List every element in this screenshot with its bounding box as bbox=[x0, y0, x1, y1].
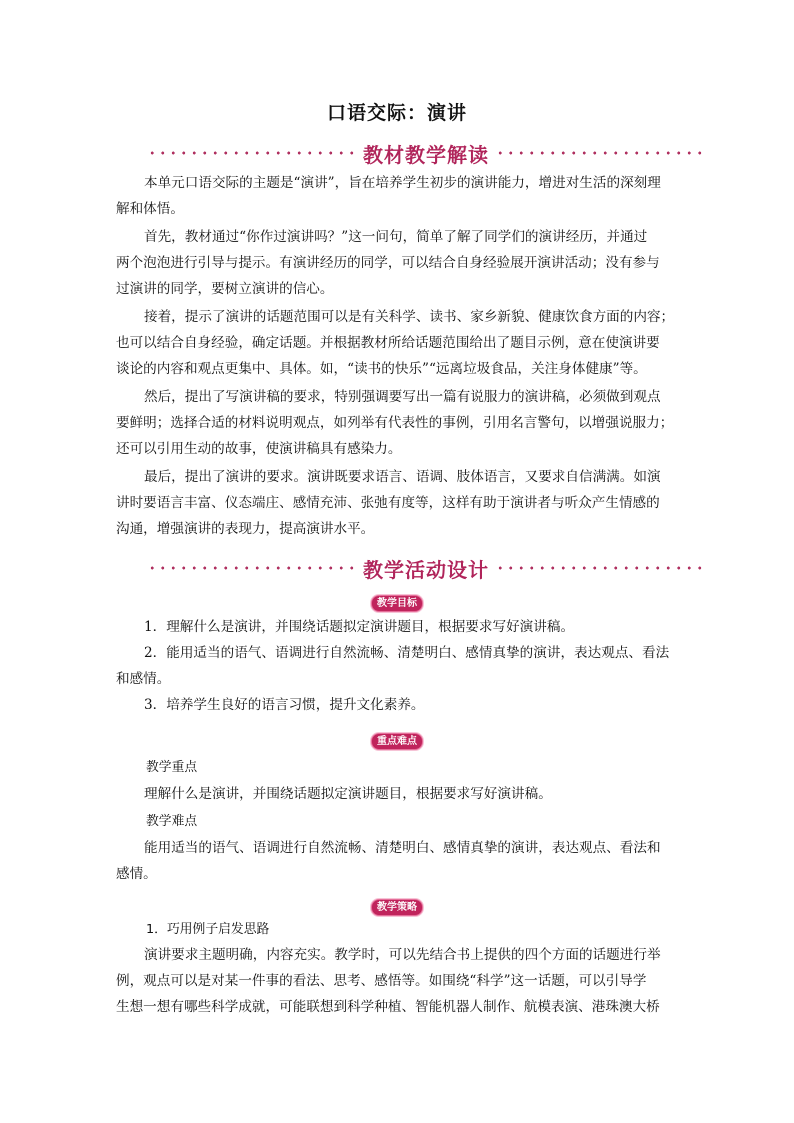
badge-strategy bbox=[0, 895, 794, 916]
paragraph-next bbox=[116, 304, 678, 382]
goal-item: 1．理解什么是演讲，并围绕话题拟定演讲题目，根据要求写好演讲稿。 bbox=[144, 619, 575, 635]
dotted-rule-left bbox=[147, 566, 357, 570]
dotted-rule-left bbox=[147, 151, 357, 155]
text-line: 理解什么是演讲，并围绕话题拟定演讲题目，根据要求写好演讲稿。 bbox=[144, 786, 552, 802]
text-line: 本单元口语交际的主题是“演讲”，旨在培养学生初步的演讲能力，增进对生活的深刻理 bbox=[144, 175, 661, 191]
section-divider-design bbox=[147, 555, 705, 581]
paragraph-finally bbox=[116, 464, 678, 542]
text-line: 演讲要求主题明确，内容充实。教学时，可以先结合书上提供的四个方面的话题进行举 bbox=[144, 947, 661, 963]
text-line: 过演讲的同学，要树立演讲的信心。 bbox=[116, 281, 334, 297]
badge-goals-label: 教学目标 bbox=[371, 595, 423, 612]
paragraph-first bbox=[116, 224, 678, 302]
text-line: 讲时要语言丰富、仪态端庄、感情充沛、张弛有度等，这样有助于演讲者与听众产生情感的 bbox=[116, 495, 660, 511]
text-line: 首先，教材通过“你作过演讲吗？”这一问句，简单了解了同学们的演讲经历，并通过 bbox=[144, 229, 648, 245]
badge-key-points-label: 重点难点 bbox=[371, 733, 423, 750]
text-line: 要鲜明；选择合适的材料说明观点，如列举有代表性的事例，引用名言警句，以增强说服力； bbox=[116, 415, 674, 431]
strategy-text bbox=[116, 942, 678, 1020]
badge-strategy-label: 教学策略 bbox=[371, 899, 423, 916]
difficulty-label: 教学难点 bbox=[146, 814, 198, 829]
text-line: 生想一想有哪些科学成就，可能联想到科学种植、智能机器人制作、航模表演、港珠澳大桥 bbox=[116, 999, 660, 1015]
text-line: 然后，提出了写演讲稿的要求，特别强调要写出一篇有说服力的演讲稿，必须做到观点 bbox=[144, 389, 661, 405]
paragraph-intro bbox=[116, 170, 678, 222]
text-line: 也可以结合自身经验，确定话题。并根据教材所给话题范围给出了题目示例，意在使演讲要 bbox=[116, 335, 660, 351]
dotted-rule-right bbox=[495, 151, 705, 155]
strategy-label: 1．巧用例子启发思路 bbox=[146, 922, 270, 937]
text-line: 两个泡泡进行引导与提示。有演讲经历的同学，可以结合自身经验展开演讲活动；没有参与 bbox=[116, 255, 660, 271]
text-line: 接着，提示了演讲的话题范围可以是有关科学、读书、家乡新貌、健康饮食方面的内容； bbox=[144, 309, 675, 325]
dotted-rule-right bbox=[495, 566, 705, 570]
key-point-text bbox=[116, 781, 678, 807]
goal-item-continued: 和感情。 bbox=[116, 671, 171, 687]
paragraph-then bbox=[116, 384, 678, 462]
text-line: 还可以引用生动的故事，使演讲稿具有感染力。 bbox=[116, 441, 402, 457]
text-line: 能用适当的语气、语调进行自然流畅、清楚明白、感情真挚的演讲，表达观点、看法和 bbox=[144, 840, 661, 856]
text-line: 感情。 bbox=[116, 866, 157, 882]
goal-item: 3．培养学生良好的语言习惯，提升文化素养。 bbox=[144, 697, 425, 713]
badge-goals bbox=[0, 591, 794, 612]
text-line: 解和体悟。 bbox=[116, 201, 184, 217]
page-title: 口语交际：演讲 bbox=[326, 102, 467, 124]
goal-item: 2．能用适当的语气、语调进行自然流畅、清楚明白、感情真挚的演讲，表达观点、看法 bbox=[144, 645, 670, 661]
badge-key-points bbox=[0, 729, 794, 750]
key-point-label: 教学重点 bbox=[146, 760, 198, 775]
goals-list bbox=[116, 614, 678, 718]
text-line: 沟通，增强演讲的表现力，提高演讲水平。 bbox=[116, 521, 375, 537]
text-line: 最后，提出了演讲的要求。演讲既要求语言、语调、肢体语言，又要求自信满满。如演 bbox=[144, 469, 661, 485]
text-line: 谈论的内容和观点更集中、具体。如，“读书的快乐”“远离垃圾食品，关注身体健康”等。 bbox=[116, 361, 647, 377]
difficulty-text bbox=[116, 835, 678, 887]
section-heading-design: 教学活动设计 bbox=[363, 557, 489, 582]
section-divider-reading bbox=[147, 140, 705, 166]
text-line: 例，观点可以是对某一件事的看法、思考、感悟等。如围绕“科学”这一话题，可以引导学 bbox=[116, 973, 647, 989]
section-heading-reading: 教材教学解读 bbox=[363, 142, 489, 167]
